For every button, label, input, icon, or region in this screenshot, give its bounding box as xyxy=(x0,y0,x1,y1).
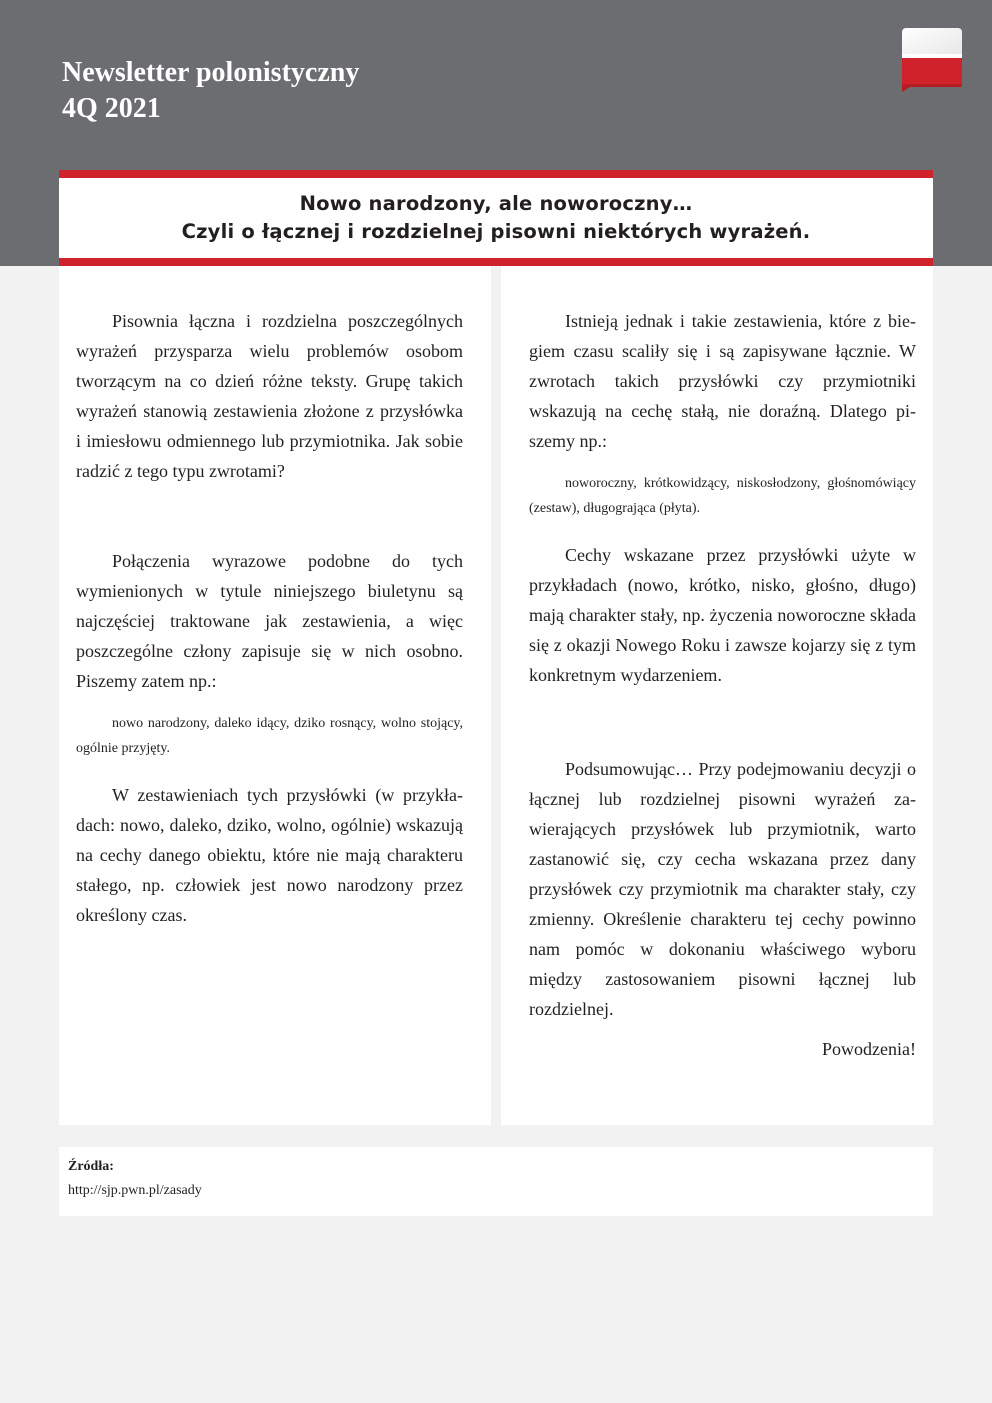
source-link[interactable]: http://sjp.pwn.pl/zasady xyxy=(68,1183,202,1198)
paragraph: W zestawieniach tych przysłówki (w przykładach: nowo, daleko, dziko, wolno, ogólnie) wskazują na cechy danego obiektu, które nie mają charakteru stałego, np. człowiek jest nowo narodzony przez określony czas. xyxy=(76,785,463,925)
closing-line: Powodzenia! xyxy=(822,1039,916,1059)
sources-label: Źródła: xyxy=(68,1159,114,1174)
paragraph: Cechy wskazane przez przysłówki użyte w przykładach (nowo, krótko, nisko, głośno, długo) mają charakter stały, np. życzenia noworoczne składa się z okazji Nowego Roku i zawsze kojarzy się z tym konkretnym wydarzeniem. xyxy=(529,545,916,685)
newsletter-issue: 4Q 2021 xyxy=(62,93,161,124)
paragraph: Połączenia wyrazowe podobne do tych wymienionych w tytule niniejszego biuletynu są najczęściej traktowane jak zestawienia, a więc poszczególne człony zapisuje się w nich osobno. Piszemy zatem np.: xyxy=(76,551,463,691)
paragraph: Pisownia łączna i rozdzielna poszczególnych wyrażeń przysparza wielu problemów osobom tworzącym na co dzień różne teksty. Grupę takich wyrażeń stanowią zestawienia złożone z przysłówka i imiesłowu odmiennego lub przymiotnika. Jak sobie radzić z tego typu zwrotami? xyxy=(76,311,463,481)
paragraph: Istnieją jednak i takie zestawienia, które z biegiem czasu scaliły się i są zapisywane łącznie. W zwrotach takich przysłówki czy przymiotniki wskazują na cechę stałą, nie doraźną. Dlatego piszemy np.: xyxy=(529,311,916,451)
newsletter-name: Newsletter polonistyczny xyxy=(62,57,360,88)
example-list: nowo narodzony, daleko idący, dziko rosnący, wolno stojący, ogólnie przyjęty. xyxy=(76,716,463,756)
poland-flag-icon xyxy=(902,28,962,92)
example-list: noworoczny, krótkowidzący, niskosłodzony, głośnomówiący (zestaw), długogrająca (płyta). xyxy=(529,476,916,516)
paragraph: Podsumowując… Przy podejmowaniu decyzji o łącznej lub rozdzielnej pisowni wyrażeń zawierających przysłówek lub przymiotnik, warto zastanowić się, czy cecha wskazana przez dany przysłówek czy przymiotnik ma charakter stały, czy zmienny. Określenie charakteru tej cechy powinno nam pomóc w dokonaniu właściwego wyboru między zastosowaniem pisowni łącznej lub rozdzielnej. xyxy=(529,759,916,1019)
sources-box xyxy=(59,1147,933,1216)
newsletter-title xyxy=(62,55,359,127)
article-title: Nowo narodzony, ale noworoczny… xyxy=(299,192,693,215)
article-title-box xyxy=(59,170,933,266)
article-subtitle: Czyli o łącznej i rozdzielnej pisowni niektórych wyrażeń. xyxy=(181,220,811,243)
right-column xyxy=(501,266,933,1125)
left-column xyxy=(59,266,491,1125)
